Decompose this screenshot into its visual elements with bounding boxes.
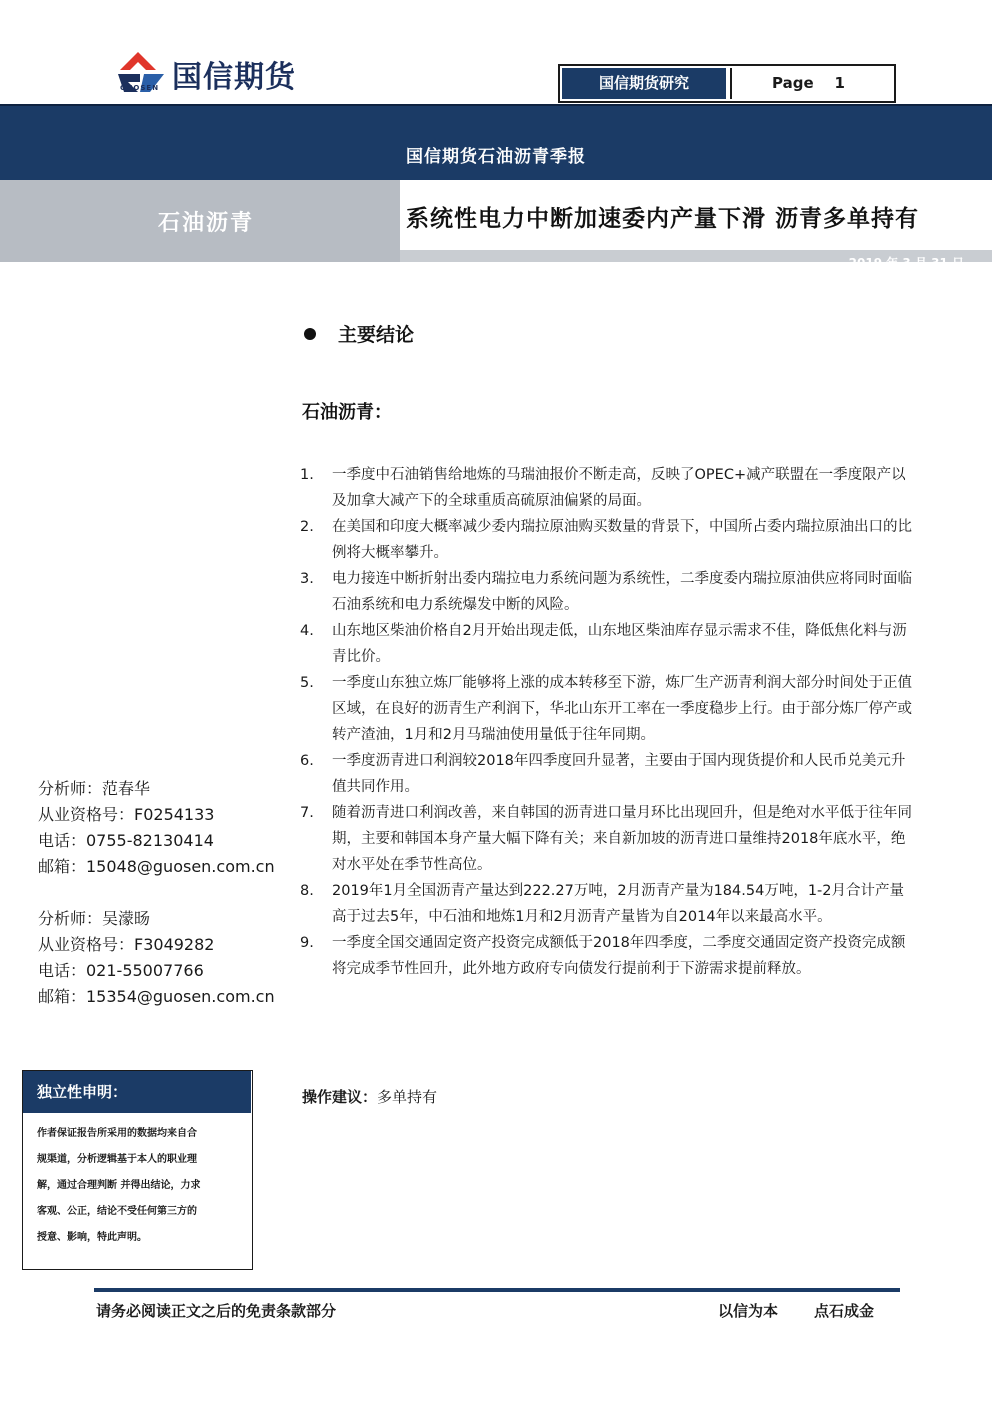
advice-value: 多单持有 [377, 1088, 438, 1106]
item-number: 8. [300, 883, 314, 899]
logo-subtext: GUOSEN [120, 84, 160, 92]
page-indicator [558, 64, 896, 103]
item-number: 1. [300, 467, 314, 483]
list-item [300, 670, 912, 748]
analyst-license: 从业资格号：F0254133 [38, 805, 215, 824]
sector-box [0, 180, 400, 262]
list-item [300, 800, 912, 878]
item-number: 5. [300, 675, 314, 691]
sector-label: 石油沥青 [158, 210, 255, 236]
item-number: 6. [300, 753, 314, 769]
item-text: 一季度沥青进口利润较2018年四季度回升显著，主要由于国内现货提价和人民币兑美元升值共同作用。 [332, 753, 906, 795]
item-number: 2. [300, 519, 314, 535]
footer-divider [94, 1288, 900, 1292]
list-item [300, 566, 912, 618]
analyst-card [38, 776, 275, 880]
headline-box [400, 180, 992, 250]
page-number: 1 [834, 74, 845, 92]
item-text: 电力接连中断折射出委内瑞拉电力系统问题为系统性，二季度委内瑞拉原油供应将同时面临石油系统和电力系统爆发中断的风险。 [332, 571, 912, 613]
independence-line: 作者保证报告所采用的数据均来自合 [37, 1128, 197, 1139]
analyst-name: 分析师：范春华 [38, 779, 151, 798]
analyst-email: 邮箱：15354@guosen.com.cn [38, 987, 275, 1006]
item-text: 2019年1月全国沥青产量达到222.27万吨，2月沥青产量为184.54万吨，1-2月合计产量高于过去5年，中石油和地炼1月和2月沥青产量皆为自2014年以来最高水平。 [332, 883, 905, 925]
analyst-phone: 电话：021-55007766 [38, 961, 204, 980]
research-label: 国信期货研究 [562, 68, 726, 99]
item-number: 9. [300, 935, 314, 951]
independence-statement [22, 1070, 253, 1270]
item-text: 在美国和印度大概率减少委内瑞拉原油购买数量的背景下，中国所占委内瑞拉原油出口的比例将大概率攀升。 [332, 519, 912, 561]
analyst-license: 从业资格号：F3049282 [38, 935, 215, 954]
analyst-name: 分析师：吴濛旸 [38, 909, 151, 928]
headline-text: 系统性电力中断加速委内产量下滑 沥青多单持有 [406, 206, 920, 232]
page-label: Page [772, 74, 814, 92]
section-title: 主要结论 [338, 324, 415, 346]
analyst-email: 邮箱：15048@guosen.com.cn [38, 857, 275, 876]
page-number-box [730, 68, 892, 99]
footer-motto [718, 1300, 910, 1321]
footer-motto-1: 以信为本 [718, 1302, 779, 1320]
list-item [300, 748, 912, 800]
item-text: 随着沥青进口利润改善，来自韩国的沥青进口量月环比出现回升，但是绝对水平低于往年同期，主要和韩国本身产量大幅下降有关；来自新加坡的沥青进口量维持2018年底水平，绝对水平处在季节性高位。 [332, 805, 912, 873]
independence-body [37, 1121, 247, 1251]
footer-disclaimer: 请务必阅读正文之后的免责条款部分 [96, 1302, 337, 1320]
list-item [300, 462, 912, 514]
item-number: 4. [300, 623, 314, 639]
advice-label: 操作建议： [302, 1088, 378, 1106]
analyst-phone: 电话：0755-82130414 [38, 831, 214, 850]
item-text: 一季度中石油销售给地炼的马瑞油报价不断走高，反映了OPEC+减产联盟在一季度限产以及加拿大减产下的全球重质高硫原油偏紧的局面。 [332, 467, 906, 509]
list-item [300, 930, 912, 982]
independence-line: 解，通过合理判断 并得出结论，力求 [37, 1180, 201, 1191]
item-number: 3. [300, 571, 314, 587]
section-subtitle: 石油沥青： [302, 402, 392, 423]
logo-text: 国信期货 [172, 60, 296, 95]
item-text: 山东地区柴油价格自2月开始出现走低，山东地区柴油库存显示需求不佳，降低焦化料与沥青比价。 [332, 623, 907, 665]
list-item [300, 878, 912, 930]
item-number: 7. [300, 805, 314, 821]
report-date: 2019 年 3 月 31 日 [848, 256, 964, 270]
company-logo [116, 50, 356, 98]
independence-line: 授意、影响，特此声明。 [37, 1232, 147, 1243]
item-text: 一季度全国交通固定资产投资完成额低于2018年四季度，二季度交通固定资产投资完成额将完成季节性回升，此外地方政府专向债发行提前利于下游需求提前释放。 [332, 935, 906, 977]
conclusion-list [300, 462, 912, 982]
independence-line: 客观、公正，结论不受任何第三方的 [37, 1206, 197, 1217]
report-banner [0, 104, 992, 182]
independence-line: 规渠道，分析逻辑基于本人的职业理 [37, 1154, 197, 1165]
operation-advice [302, 1086, 437, 1107]
report-title: 国信期货石油沥青季报 [406, 147, 586, 167]
item-text: 一季度山东独立炼厂能够将上涨的成本转移至下游，炼厂生产沥青利润大部分时间处于正值区域，在良好的沥青生产利润下，华北山东开工率在一季度稳步上行。由于部分炼厂停产或转产渣油，1月和2月马瑞油使用量低于往年同期。 [332, 675, 912, 743]
independence-title: 独立性申明： [23, 1071, 251, 1113]
list-item [300, 618, 912, 670]
list-item [300, 514, 912, 566]
footer-motto-2: 点石成金 [814, 1302, 875, 1320]
bullet-icon [304, 328, 316, 340]
analyst-card [38, 906, 275, 1010]
